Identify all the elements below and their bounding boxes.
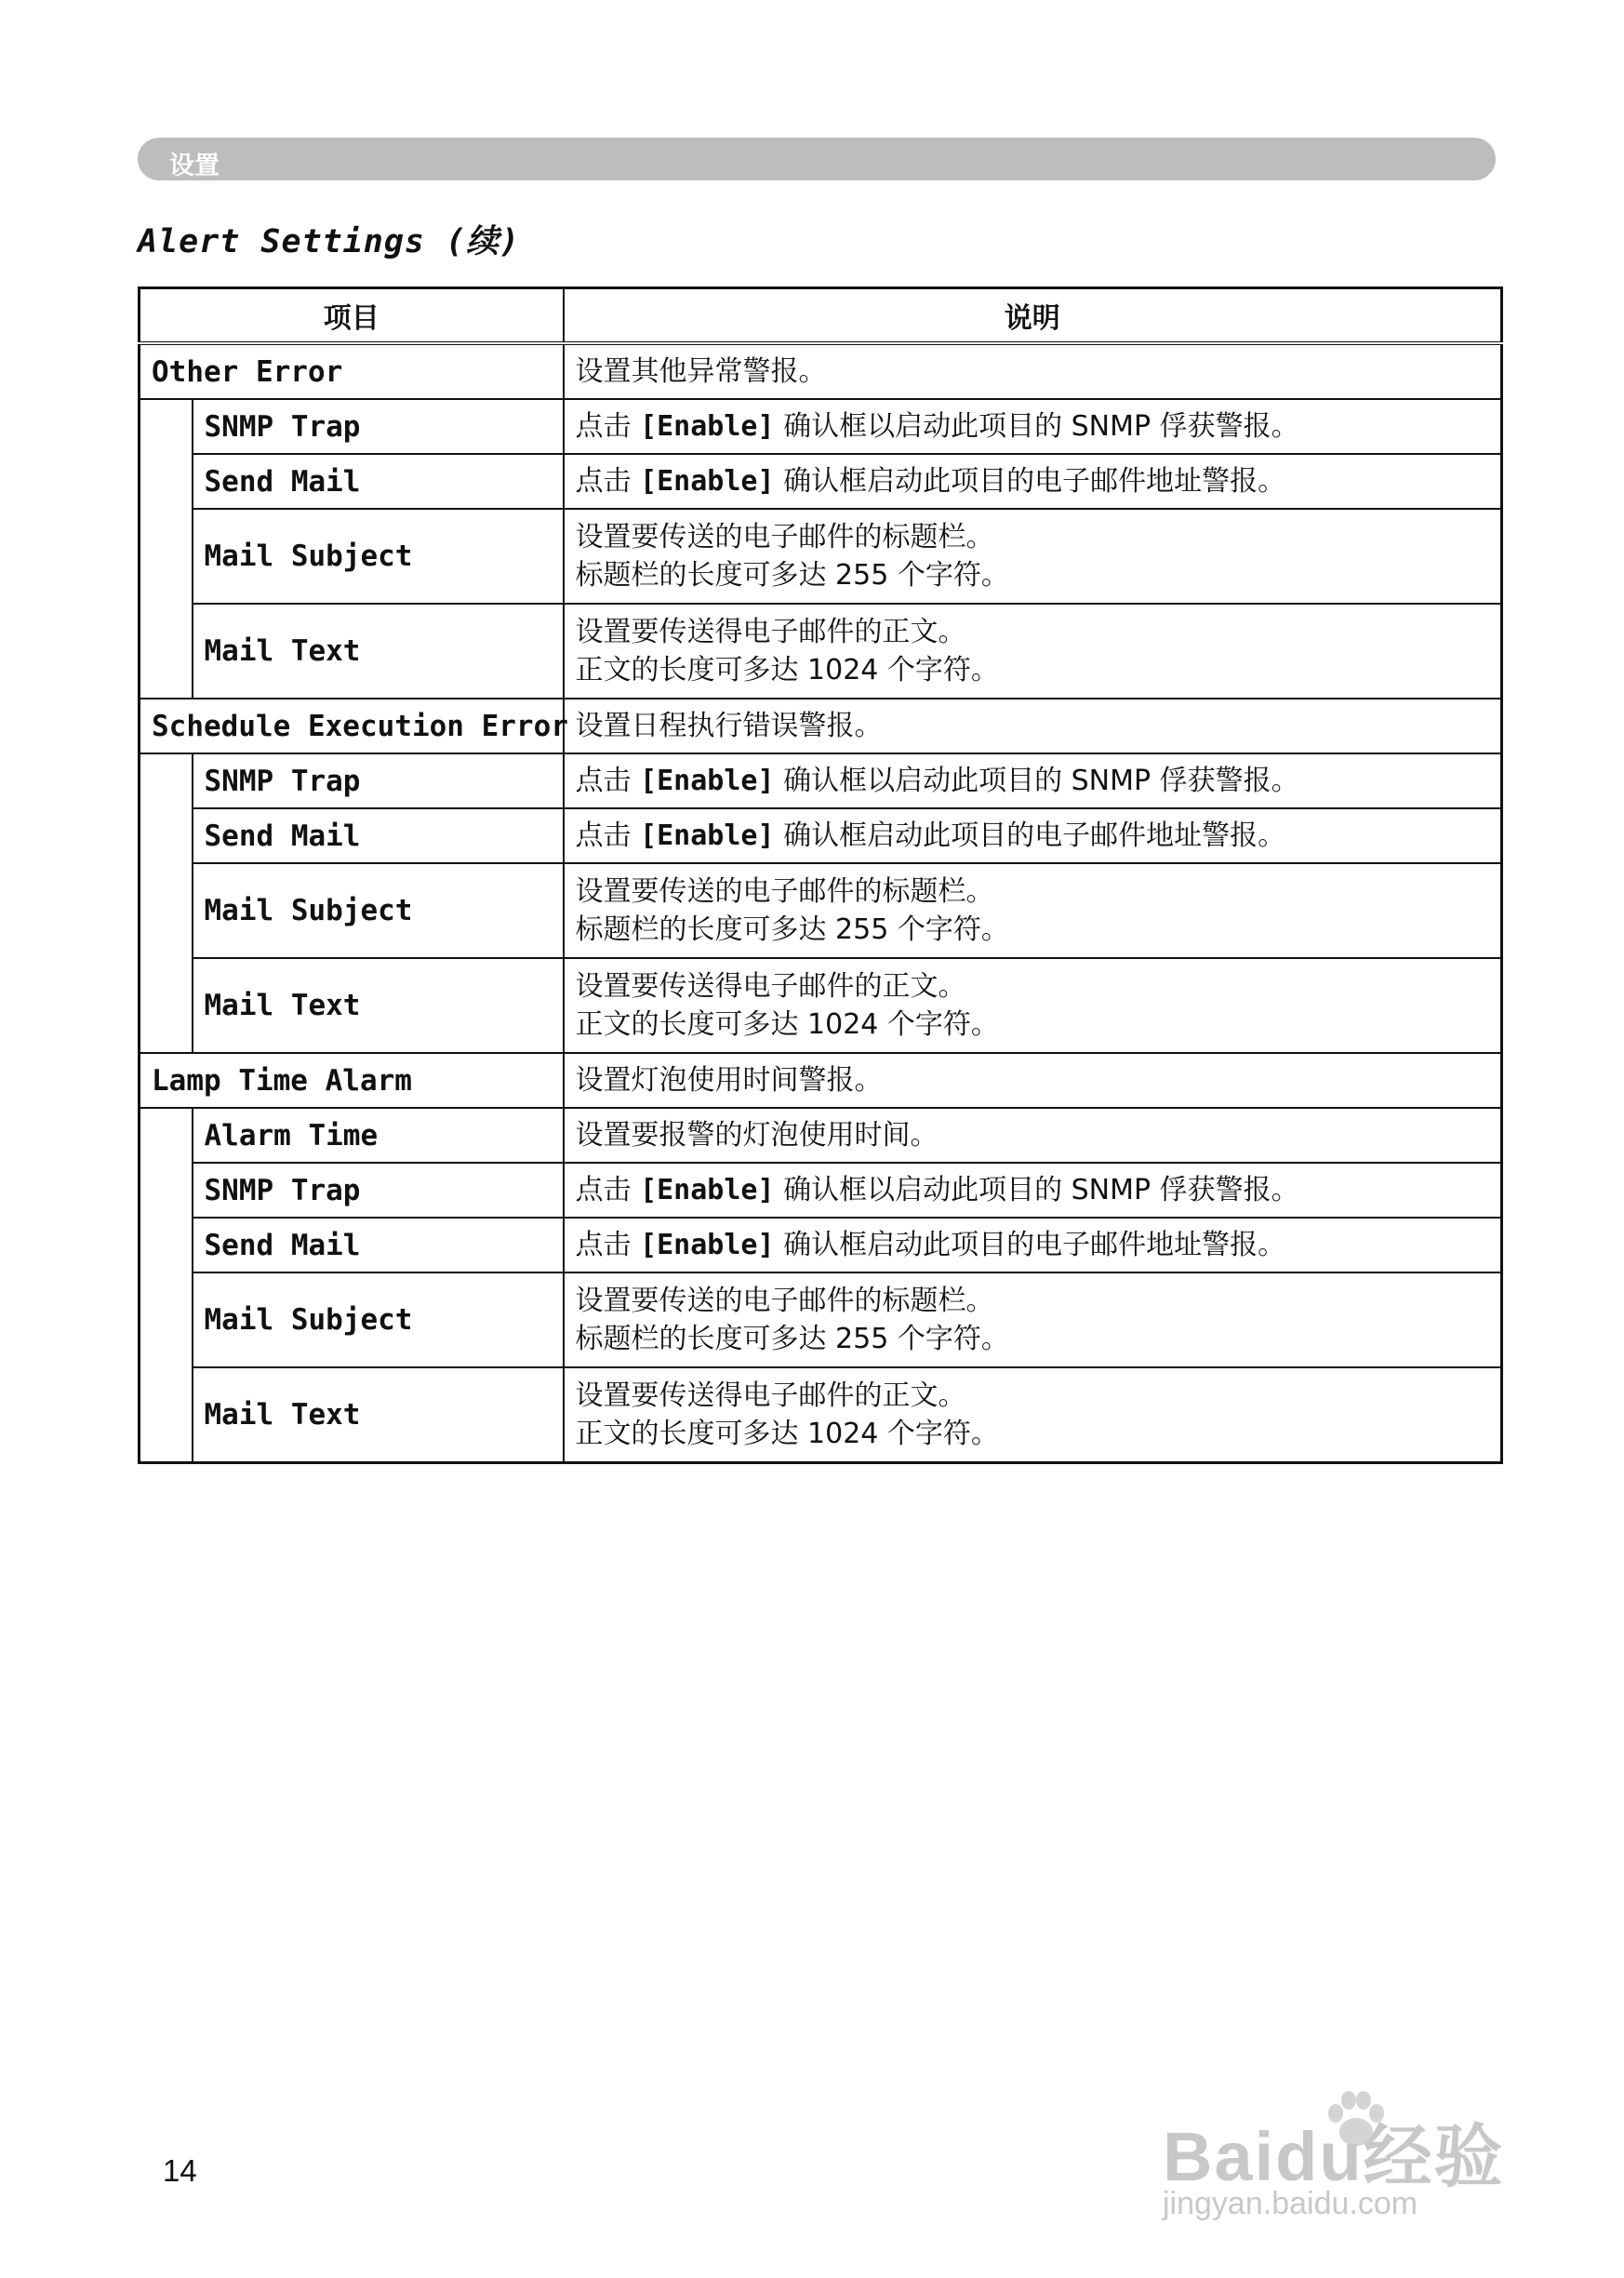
table-row [140, 509, 1502, 604]
item-name: Mail Subject [193, 1272, 564, 1367]
table-row-group [140, 1053, 1502, 1108]
table-row [140, 753, 1502, 808]
item-name: SNMP Trap [193, 1163, 564, 1218]
table-row [140, 454, 1502, 509]
table-row [140, 1163, 1502, 1218]
item-description: 点击 [Enable] 确认框以启动此项目的 SNMP 俘获警报。 [564, 1163, 1502, 1218]
item-name: Send Mail [193, 1218, 564, 1272]
table-row [140, 1367, 1502, 1463]
table-row [140, 399, 1502, 454]
item-description: 设置要传送得电子邮件的正文。 正文的长度可多达 1024 个字符。 [564, 958, 1502, 1053]
item-description: 点击 [Enable] 确认框启动此项目的电子邮件地址警报。 [564, 1218, 1502, 1272]
indent-cell [140, 399, 193, 699]
item-description: 点击 [Enable] 确认框启动此项目的电子邮件地址警报。 [564, 808, 1502, 863]
item-description: 点击 [Enable] 确认框以启动此项目的 SNMP 俘获警报。 [564, 399, 1502, 454]
item-name: Mail Text [193, 1367, 564, 1463]
item-description: 设置要报警的灯泡使用时间。 [564, 1108, 1502, 1163]
item-description: 设置要传送得电子邮件的正文。 正文的长度可多达 1024 个字符。 [564, 604, 1502, 699]
watermark [1163, 2084, 1553, 2223]
item-name: Mail Text [193, 958, 564, 1053]
table-row-group [140, 699, 1502, 753]
header-description: 说明 [564, 288, 1502, 344]
item-name: Send Mail [193, 808, 564, 863]
section-bar [138, 138, 1496, 180]
table-row [140, 604, 1502, 699]
item-description: 设置要传送得电子邮件的正文。 正文的长度可多达 1024 个字符。 [564, 1367, 1502, 1463]
table-row-group [140, 343, 1502, 399]
table-body [140, 343, 1502, 1463]
table-row [140, 958, 1502, 1053]
table-row [140, 1272, 1502, 1367]
group-name: Other Error [140, 343, 564, 399]
header-item: 项目 [140, 288, 564, 344]
group-description: 设置其他异常警报。 [564, 343, 1502, 399]
watermark-url: jingyan.baidu.com [1163, 2186, 1418, 2221]
page-number: 14 [163, 2153, 197, 2188]
group-description: 设置日程执行错误警报。 [564, 699, 1502, 753]
section-label: 设置 [169, 152, 220, 180]
table-row [140, 1108, 1502, 1163]
indent-cell [140, 1108, 193, 1463]
item-name: Mail Subject [193, 863, 564, 958]
group-name: Lamp Time Alarm [140, 1053, 564, 1108]
table-row [140, 808, 1502, 863]
item-name: Alarm Time [193, 1108, 564, 1163]
item-description: 设置要传送的电子邮件的标题栏。 标题栏的长度可多达 255 个字符。 [564, 863, 1502, 958]
group-name: Schedule Execution Error [140, 699, 564, 753]
item-description: 设置要传送的电子邮件的标题栏。 标题栏的长度可多达 255 个字符。 [564, 509, 1502, 604]
item-description: 点击 [Enable] 确认框启动此项目的电子邮件地址警报。 [564, 454, 1502, 509]
watermark-text: Baidu经验 [1163, 2118, 1505, 2195]
page-heading: Alert Settings (续) [138, 223, 521, 260]
table-row [140, 1218, 1502, 1272]
item-name: SNMP Trap [193, 753, 564, 808]
item-description: 设置要传送的电子邮件的标题栏。 标题栏的长度可多达 255 个字符。 [564, 1272, 1502, 1367]
item-name: SNMP Trap [193, 399, 564, 454]
item-name: Send Mail [193, 454, 564, 509]
item-name: Mail Text [193, 604, 564, 699]
table-row [140, 863, 1502, 958]
alert-settings-table [138, 286, 1503, 1464]
item-description: 点击 [Enable] 确认框以启动此项目的 SNMP 俘获警报。 [564, 753, 1502, 808]
indent-cell [140, 753, 193, 1053]
item-name: Mail Subject [193, 509, 564, 604]
group-description: 设置灯泡使用时间警报。 [564, 1053, 1502, 1108]
